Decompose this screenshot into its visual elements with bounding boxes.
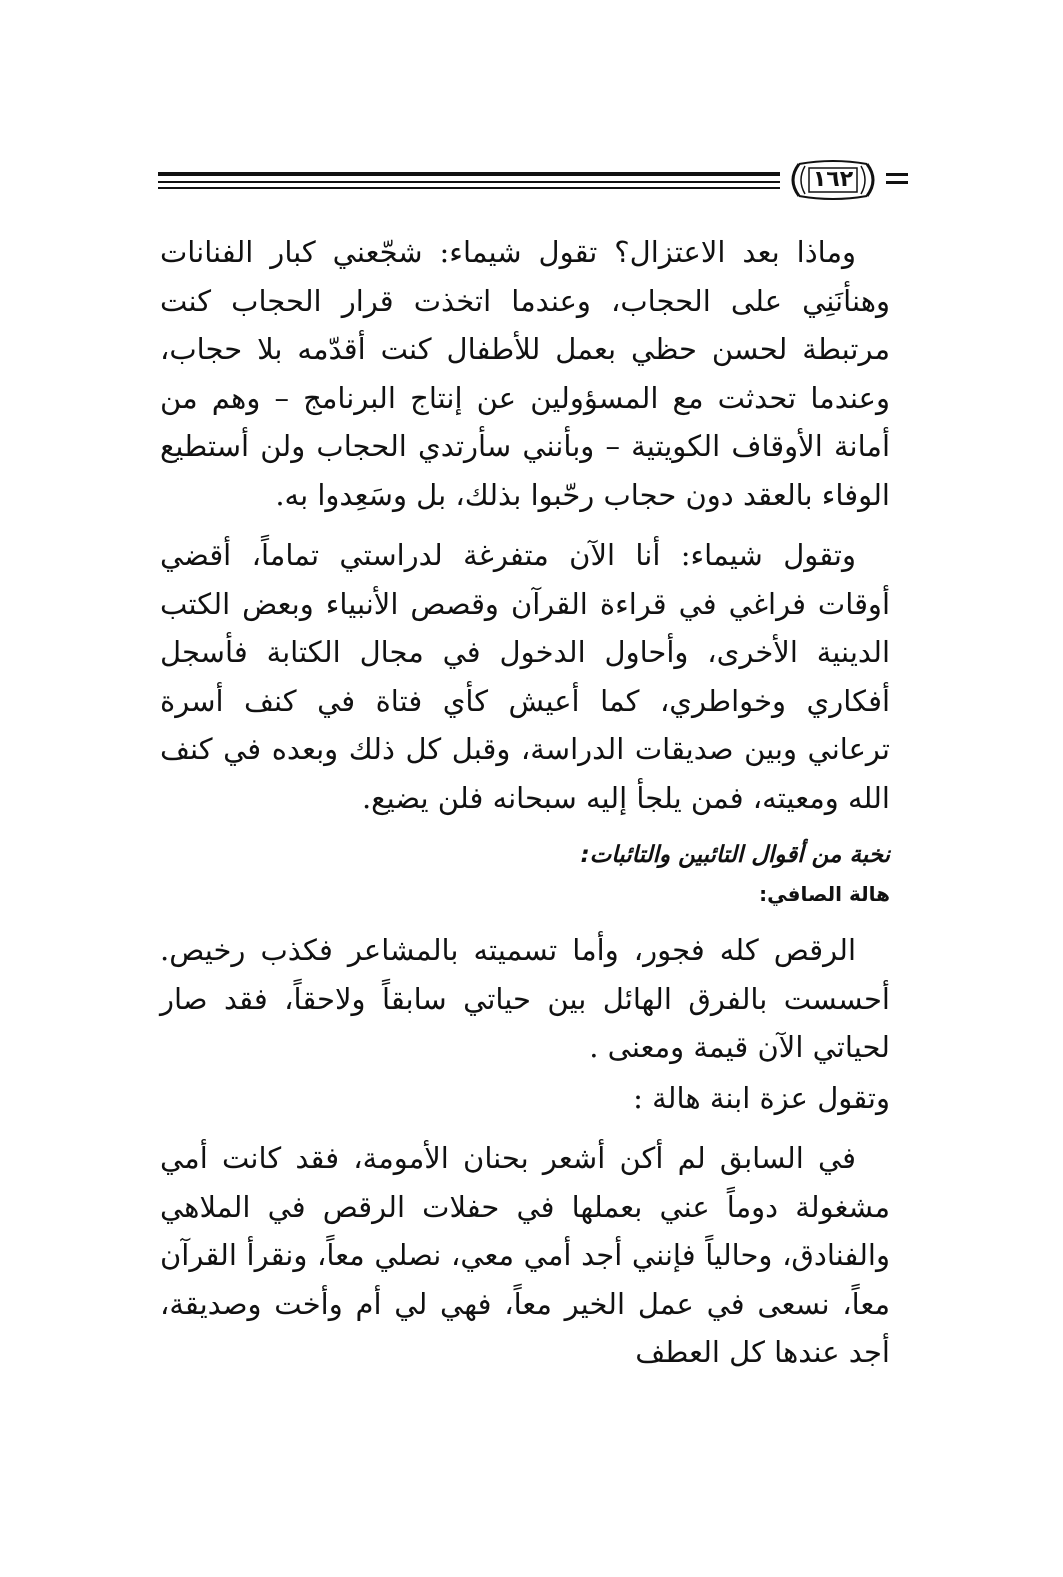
page-body (160, 228, 890, 1377)
paragraph-azza-intro: وتقول عزة ابنة هالة : (633, 1080, 890, 1115)
paragraph-hala-quote: الرقص كله فجور، وأما تسميته بالمشاعر فكذب رخيص. أحسست بالفرق الهائل بين حياتي سابقاً ولاحقاً، فقد صار لحياتي الآن قيمة ومعنى . (160, 933, 890, 1064)
paragraph-shaimaa-now: وتقول شيماء: أنا الآن متفرغة لدراستي تماماً، أقضي أوقات فراغي في قراءة القرآن وقصص الأنبياء وبعض الكتب الدينية الأخرى، وأحاول الدخول في مجال الكتابة فأسجل أفكاري وخواطري، كما أعيش كأي فتاة في كنف أسرة ترعاني وبين صديقات الدراسة، وقبل كل ذلك وبعده في كنف الله ومعيته، فمن يلجأ إليه سبحانه فلن يضيع. (160, 538, 890, 815)
header-end-mark (886, 173, 908, 189)
header-rule-thin-lower (158, 187, 780, 189)
header-rule-thin (158, 181, 780, 183)
page-number: ١٦٢ (812, 167, 854, 192)
section-subheading: هالة الصافي: (759, 882, 890, 906)
header-rule-thick (158, 172, 780, 176)
page-header (158, 160, 910, 200)
section-heading: نخبة من أقوال التائبين والتائبات: (580, 842, 890, 868)
paragraph-azza-quote: في السابق لم أكن أشعر بحنان الأمومة، فقد كانت أمي مشغولة دوماً عني بعملها في حفلات الرقص في الملاهي والفنادق، وحالياً فإنني أجد أمي معي، نصلي معاً، ونقرأ القرآن معاً، نسعى في عمل الخير معاً، فهي لي أم وأخت وصديقة، أجد عندها كل العطف (160, 1141, 890, 1369)
paragraph-shaimaa-after-retirement: وماذا بعد الاعتزال؟ تقول شيماء: شجّعني كبار الفنانات وهنأنَنِي على الحجاب، وعندما اتخذت قرار الحجاب كنت مرتبطة لحسن حظي بعمل للأطفال كنت أقدّمه بلا حجاب، وعندما تحدثت مع المسؤولين عن إنتاج البرنامج – وهم من أمانة الأوقاف الكويتية – وبأنني سأرتدي الحجاب ولن أستطيع الوفاء بالعقد دون حجاب رحّبوا بذلك، بل وسَعِدوا به. (160, 235, 890, 512)
page-number-ornament (785, 160, 881, 200)
